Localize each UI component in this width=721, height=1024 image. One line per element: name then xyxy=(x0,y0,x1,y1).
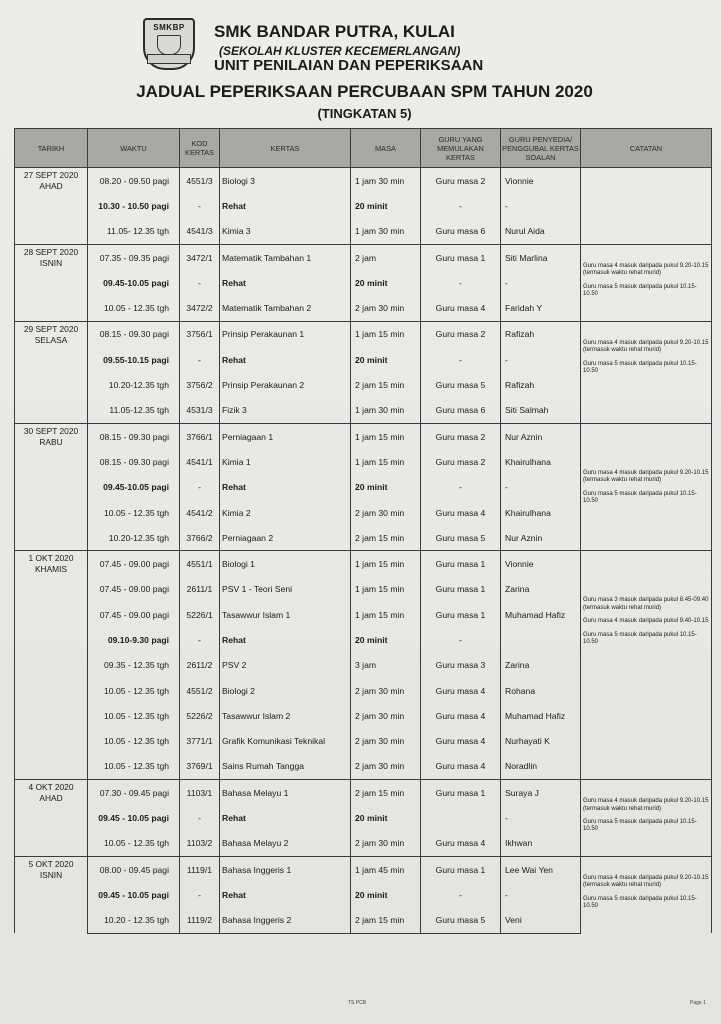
time-cell: 10.05 - 12.35 tgh xyxy=(88,703,180,728)
note-text: Guru masa 4 masuk daripada pukul 9.20-10.15 (termasuk waktu rehat murid) xyxy=(583,339,709,354)
paper-code-cell: 2611/1 xyxy=(180,577,220,602)
column-header-notes: CATATAN xyxy=(581,129,712,168)
paper-name-cell: Matematik Tambahan 2 xyxy=(220,295,351,321)
paper-name-cell: Bahasa Inggeris 2 xyxy=(220,908,351,934)
paper-name-cell: Bahasa Melayu 2 xyxy=(220,831,351,857)
time-cell: 09.55-10.15 pagi xyxy=(88,347,180,372)
time-cell: 08.15 - 09.30 pagi xyxy=(88,449,180,474)
duration-cell: 1 jam 45 min xyxy=(351,857,421,883)
time-cell: 10.20-12.35 tgh xyxy=(88,525,180,551)
column-header-time: WAKTU xyxy=(88,129,180,168)
setter-cell: Nur Aznin xyxy=(501,525,581,551)
paper-name-cell: Perniagaan 2 xyxy=(220,525,351,551)
duration-cell: 20 minit xyxy=(351,193,421,218)
duration-cell: 2 jam 15 min xyxy=(351,908,421,934)
invigilator-cell: Guru masa 1 xyxy=(421,244,501,270)
time-cell: 10.05 - 12.35 tgh xyxy=(88,754,180,780)
logo-shield-icon xyxy=(157,35,181,55)
setter-cell: Zarina xyxy=(501,577,581,602)
date-cell xyxy=(15,780,88,857)
setter-cell: - xyxy=(501,475,581,500)
paper-code-cell: - xyxy=(180,270,220,295)
table-row xyxy=(15,551,712,577)
paper-name-cell: Rehat xyxy=(220,627,351,652)
setter-cell: Muhamad Hafiz xyxy=(501,602,581,627)
invigilator-cell: Guru masa 6 xyxy=(421,219,501,245)
note-text: Guru masa 4 masuk daripada pukul 9.20-10.15 (termasuk waktu rehat murid) xyxy=(583,798,709,812)
note-text: Guru masa 5 masuk daripada pukul 10.15-10.50 xyxy=(583,895,697,910)
date-cell xyxy=(15,551,88,780)
paper-name-cell: Tasawwur Islam 2 xyxy=(220,703,351,728)
time-cell: 07.30 - 09.45 pagi xyxy=(88,780,180,806)
setter-cell: Rafizah xyxy=(501,321,581,347)
paper-name-cell: Biologi 2 xyxy=(220,678,351,703)
invigilator-cell: - xyxy=(421,627,501,652)
time-cell: 08.00 - 09.45 pagi xyxy=(88,857,180,883)
invigilator-cell: Guru masa 5 xyxy=(421,908,501,934)
time-cell: 08.15 - 09.30 pagi xyxy=(88,423,180,449)
paper-code-cell: 3769/1 xyxy=(180,754,220,780)
column-header-invigilator: GURU YANG MEMULAKAN KERTAS xyxy=(421,129,501,168)
setter-cell: Zarina xyxy=(501,653,581,678)
exam-day: KHAMIS xyxy=(34,564,68,575)
page-subtitle: (TINGKATAN 5) xyxy=(317,106,412,121)
setter-cell: Muhamad Hafiz xyxy=(501,703,581,728)
table-row xyxy=(15,423,712,449)
setter-cell: - xyxy=(501,882,581,907)
column-header-duration: MASA xyxy=(351,129,421,168)
paper-name-cell: Rehat xyxy=(220,270,351,295)
note-text: Guru masa 4 masuk daripada pukul 9.20-10.15 (termasuk waktu rehat murid) xyxy=(583,262,709,277)
paper-name-cell: Biologi 3 xyxy=(220,168,351,194)
duration-cell: 1 jam 15 min xyxy=(351,551,421,577)
invigilator-cell: Guru masa 1 xyxy=(421,577,501,602)
paper-code-cell: 1119/2 xyxy=(180,908,220,934)
duration-cell: 1 jam 15 min xyxy=(351,602,421,627)
paper-name-cell: Kimia 3 xyxy=(220,219,351,245)
paper-name-cell: Perniagaan 1 xyxy=(220,423,351,449)
paper-code-cell: - xyxy=(180,805,220,830)
exam-date: 27 SEPT 2020 xyxy=(23,170,79,180)
setter-cell: Siti Marlina xyxy=(501,244,581,270)
duration-cell: 2 jam 15 min xyxy=(351,372,421,397)
paper-code-cell: 4551/2 xyxy=(180,678,220,703)
invigilator-cell: Guru masa 2 xyxy=(421,321,501,347)
note-text: Guru masa 5 masuk daripada pukul 10.15-10.50 xyxy=(583,360,697,374)
table-row xyxy=(15,321,712,347)
setter-cell xyxy=(501,627,581,652)
time-cell: 10.05 - 12.35 tgh xyxy=(88,500,180,525)
notes-cell xyxy=(581,321,712,423)
duration-cell: 1 jam 30 min xyxy=(351,219,421,245)
time-cell: 07.45 - 09.00 pagi xyxy=(88,551,180,577)
notes-cell xyxy=(581,423,712,550)
paper-name-cell: Prinsip Perakaunan 1 xyxy=(220,321,351,347)
time-cell: 09.45 - 10.05 pagi xyxy=(88,882,180,907)
exam-date: 4 OKT 2020 xyxy=(28,782,74,793)
school-subtitle: (SEKOLAH KLUSTER KECEMERLANGAN) xyxy=(219,44,461,58)
duration-cell: 2 jam 15 min xyxy=(351,525,421,551)
exam-date: 30 SEPT 2020 xyxy=(23,425,79,436)
note-text: Guru masa 5 masuk daripada pukul 10.15-10.50 xyxy=(583,631,697,646)
exam-date: 28 SEPT 2020 xyxy=(23,246,79,257)
time-cell: 07.45 - 09.00 pagi xyxy=(88,602,180,627)
setter-cell: Nurul Aida xyxy=(501,219,581,245)
time-cell: 10.05 - 12.35 tgh xyxy=(88,729,180,754)
setter-cell: - xyxy=(501,270,581,295)
paper-code-cell: 2611/2 xyxy=(180,653,220,678)
table-row xyxy=(15,857,712,883)
duration-cell: 2 jam 15 min xyxy=(351,780,421,806)
time-cell: 09.35 - 12.35 tgh xyxy=(88,653,180,678)
table-body xyxy=(15,168,712,934)
setter-cell: Noradlin xyxy=(501,754,581,780)
notes-cell xyxy=(581,168,712,245)
setter-cell: - xyxy=(501,805,581,830)
duration-cell: 2 jam 30 min xyxy=(351,500,421,525)
column-header-date: TARIKH xyxy=(15,129,88,168)
notes-cell xyxy=(581,551,712,780)
invigilator-cell: - xyxy=(421,347,501,372)
setter-cell: Khairulhana xyxy=(501,449,581,474)
paper-code-cell: 3771/1 xyxy=(180,729,220,754)
invigilator-cell: Guru masa 5 xyxy=(421,525,501,551)
invigilator-cell: Guru masa 2 xyxy=(421,423,501,449)
invigilator-cell: Guru masa 3 xyxy=(421,653,501,678)
exam-schedule-table xyxy=(14,128,712,934)
paper-name-cell: Rehat xyxy=(220,347,351,372)
column-header-code: KOD KERTAS xyxy=(180,129,220,168)
time-cell: 10.20 - 12.35 tgh xyxy=(88,908,180,934)
invigilator-cell: Guru masa 2 xyxy=(421,449,501,474)
paper-code-cell: 4551/1 xyxy=(180,551,220,577)
time-cell: 10.20-12.35 tgh xyxy=(88,372,180,397)
exam-day: AHAD xyxy=(39,793,63,804)
setter-cell: - xyxy=(501,193,581,218)
paper-code-cell: 1103/2 xyxy=(180,831,220,857)
duration-cell: 2 jam 30 min xyxy=(351,754,421,780)
time-cell: 10.05 - 12.35 tgh xyxy=(88,295,180,321)
duration-cell: 2 jam 30 min xyxy=(351,703,421,728)
duration-cell: 2 jam 30 min xyxy=(351,678,421,703)
paper-code-cell: - xyxy=(180,475,220,500)
table-row xyxy=(15,244,712,270)
table-row xyxy=(15,780,712,806)
footer-label: TS PCB xyxy=(348,1000,367,1006)
column-header-setter: GURU PENYEDIA/ PENGGUBAL KERTAS SOALAN xyxy=(501,129,581,168)
note-text: Guru masa 5 masuk daripada pukul 10.15-10.50 xyxy=(583,818,697,833)
paper-code-cell: 1103/1 xyxy=(180,780,220,806)
paper-code-cell: - xyxy=(180,627,220,652)
exam-date: 5 OKT 2020 xyxy=(28,859,74,870)
time-cell: 09.45 - 10.05 pagi xyxy=(88,805,180,830)
exam-day: RABU xyxy=(39,436,63,447)
date-cell xyxy=(15,244,88,321)
paper-code-cell: 3766/2 xyxy=(180,525,220,551)
time-cell: 10.05 - 12.35 tgh xyxy=(88,678,180,703)
paper-code-cell: 3756/1 xyxy=(180,321,220,347)
time-cell: 11.05-12.35 tgh xyxy=(88,398,180,424)
note-text: Guru masa 3 masuk daripada pukul 8.45-09.40 (termasuk waktu rehat murid) xyxy=(583,597,709,611)
invigilator-cell: Guru masa 4 xyxy=(421,729,501,754)
date-cell xyxy=(15,321,88,423)
paper-name-cell: Biologi 1 xyxy=(220,551,351,577)
paper-code-cell: - xyxy=(180,347,220,372)
note-text: Guru masa 5 masuk daripada pukul 10.15-10.50 xyxy=(583,490,697,505)
page-title: JADUAL PEPERIKSAAN PERCUBAAN SPM TAHUN 2020 xyxy=(136,82,593,101)
paper-code-cell: 3766/1 xyxy=(180,423,220,449)
duration-cell: 1 jam 15 min xyxy=(351,449,421,474)
setter-cell: Lee Wai Yen xyxy=(501,857,581,883)
invigilator-cell: Guru masa 4 xyxy=(421,754,501,780)
invigilator-cell: - xyxy=(421,193,501,218)
paper-code-cell: 4551/3 xyxy=(180,168,220,194)
paper-code-cell: 4541/3 xyxy=(180,219,220,245)
paper-name-cell: Rehat xyxy=(220,475,351,500)
invigilator-cell: Guru masa 1 xyxy=(421,780,501,806)
exam-day: ISNIN xyxy=(39,257,63,268)
duration-cell: 1 jam 30 min xyxy=(351,168,421,194)
logo-ribbon-icon xyxy=(147,54,191,64)
logo-label: SMKBP xyxy=(153,23,185,32)
setter-cell: - xyxy=(501,347,581,372)
paper-code-cell: 3472/2 xyxy=(180,295,220,321)
duration-cell: 3 jam xyxy=(351,653,421,678)
school-logo xyxy=(143,18,195,70)
paper-code-cell: 1119/1 xyxy=(180,857,220,883)
exam-day: SELASA xyxy=(34,334,68,345)
setter-cell: Ikhwan xyxy=(501,831,581,857)
table-row xyxy=(15,168,712,194)
note-text: Guru masa 5 masuk daripada pukul 10.15-10.50 xyxy=(583,283,697,298)
paper-code-cell: - xyxy=(180,193,220,218)
column-header-paper: KERTAS xyxy=(220,129,351,168)
time-cell: 09.45-10.05 pagi xyxy=(88,270,180,295)
invigilator-cell: Guru masa 4 xyxy=(421,703,501,728)
duration-cell: 20 minit xyxy=(351,805,421,830)
setter-cell: Nur Aznin xyxy=(501,423,581,449)
paper-name-cell: Bahasa Melayu 1 xyxy=(220,780,351,806)
note-text: Guru masa 4 masuk daripada pukul 9.40-10.15 xyxy=(583,618,709,625)
invigilator-cell: - xyxy=(421,270,501,295)
paper-code-cell: 4541/1 xyxy=(180,449,220,474)
time-cell: 09.45-10.05 pagi xyxy=(88,475,180,500)
paper-name-cell: Prinsip Perakaunan 2 xyxy=(220,372,351,397)
duration-cell: 2 jam 30 min xyxy=(351,729,421,754)
paper-code-cell: 4531/3 xyxy=(180,398,220,424)
invigilator-cell: Guru masa 2 xyxy=(421,168,501,194)
duration-cell: 20 minit xyxy=(351,882,421,907)
notes-cell xyxy=(581,780,712,857)
invigilator-cell: Guru masa 1 xyxy=(421,602,501,627)
invigilator-cell: Guru masa 6 xyxy=(421,398,501,424)
duration-cell: 1 jam 15 min xyxy=(351,423,421,449)
note-text: Guru masa 4 masuk daripada pukul 9.20-10.15 (termasuk waktu rehat murid) xyxy=(583,875,709,889)
invigilator-cell xyxy=(421,805,501,830)
exam-day: AHAD xyxy=(39,181,63,191)
paper-name-cell: Fizik 3 xyxy=(220,398,351,424)
paper-name-cell: Matematik Tambahan 1 xyxy=(220,244,351,270)
setter-cell: Suraya J xyxy=(501,780,581,806)
setter-cell: Rohana xyxy=(501,678,581,703)
time-cell: 09.10-9.30 pagi xyxy=(88,627,180,652)
setter-cell: Nurhayati K xyxy=(501,729,581,754)
exam-day: ISNIN xyxy=(39,870,63,881)
invigilator-cell: Guru masa 4 xyxy=(421,295,501,321)
notes-cell xyxy=(581,857,712,934)
paper-name-cell: Grafik Komunikasi Teknikal xyxy=(220,729,351,754)
paper-name-cell: PSV 1 - Teori Seni xyxy=(220,577,351,602)
time-cell: 08.20 - 09.50 pagi xyxy=(88,168,180,194)
duration-cell: 20 minit xyxy=(351,475,421,500)
invigilator-cell: Guru masa 4 xyxy=(421,831,501,857)
note-text: Guru masa 4 masuk daripada pukul 9.20-10.15 (termasuk waktu rehat murid) xyxy=(583,469,709,484)
paper-name-cell: Bahasa Inggeris 1 xyxy=(220,857,351,883)
setter-cell: Rafizah xyxy=(501,372,581,397)
paper-name-cell: Rehat xyxy=(220,882,351,907)
paper-name-cell: PSV 2 xyxy=(220,653,351,678)
paper-code-cell: 3472/1 xyxy=(180,244,220,270)
paper-code-cell: 3756/2 xyxy=(180,372,220,397)
duration-cell: 2 jam xyxy=(351,244,421,270)
invigilator-cell: Guru masa 4 xyxy=(421,500,501,525)
time-cell: 07.35 - 09.35 pagi xyxy=(88,244,180,270)
duration-cell: 1 jam 15 min xyxy=(351,321,421,347)
invigilator-cell: Guru masa 5 xyxy=(421,372,501,397)
paper-code-cell: 5226/1 xyxy=(180,602,220,627)
invigilator-cell: - xyxy=(421,475,501,500)
paper-name-cell: Sains Rumah Tangga xyxy=(220,754,351,780)
duration-cell: 2 jam 30 min xyxy=(351,831,421,857)
date-cell xyxy=(15,857,88,934)
duration-cell: 20 minit xyxy=(351,270,421,295)
paper-name-cell: Rehat xyxy=(220,193,351,218)
time-cell: 10.05 - 12.35 tgh xyxy=(88,831,180,857)
paper-code-cell: 4541/2 xyxy=(180,500,220,525)
page-number: Page 1 xyxy=(690,1000,706,1006)
paper-code-cell: 5226/2 xyxy=(180,703,220,728)
time-cell: 08.15 - 09.30 pagi xyxy=(88,321,180,347)
invigilator-cell: Guru masa 4 xyxy=(421,678,501,703)
table-header-row xyxy=(15,129,712,168)
school-name: SMK BANDAR PUTRA, KULAI xyxy=(214,22,455,41)
setter-cell: Siti Salmah xyxy=(501,398,581,424)
unit-name: UNIT PENILAIAN DAN PEPERIKSAAN xyxy=(214,57,484,74)
paper-name-cell: Kimia 1 xyxy=(220,449,351,474)
duration-cell: 1 jam 30 min xyxy=(351,398,421,424)
date-cell xyxy=(15,423,88,550)
duration-cell: 1 jam 15 min xyxy=(351,577,421,602)
invigilator-cell: - xyxy=(421,882,501,907)
setter-cell: Veni xyxy=(501,908,581,934)
paper-name-cell: Kimia 2 xyxy=(220,500,351,525)
duration-cell: 20 minit xyxy=(351,627,421,652)
invigilator-cell: Guru masa 1 xyxy=(421,857,501,883)
duration-cell: 20 minit xyxy=(351,347,421,372)
time-cell: 11.05- 12.35 tgh xyxy=(88,219,180,245)
invigilator-cell: Guru masa 1 xyxy=(421,551,501,577)
exam-date: 29 SEPT 2020 xyxy=(23,323,79,334)
setter-cell: Khairulhana xyxy=(501,500,581,525)
time-cell: 10.30 - 10.50 pagi xyxy=(88,193,180,218)
setter-cell: Faridah Y xyxy=(501,295,581,321)
paper-name-cell: Tasawwur Islam 1 xyxy=(220,602,351,627)
paper-code-cell: - xyxy=(180,882,220,907)
exam-date: 1 OKT 2020 xyxy=(28,553,74,564)
duration-cell: 2 jam 30 min xyxy=(351,295,421,321)
date-cell xyxy=(15,168,88,245)
setter-cell: Vionnie xyxy=(501,551,581,577)
notes-cell xyxy=(581,244,712,321)
setter-cell: Vionnie xyxy=(501,168,581,194)
time-cell: 07.45 - 09.00 pagi xyxy=(88,577,180,602)
paper-name-cell: Rehat xyxy=(220,805,351,830)
